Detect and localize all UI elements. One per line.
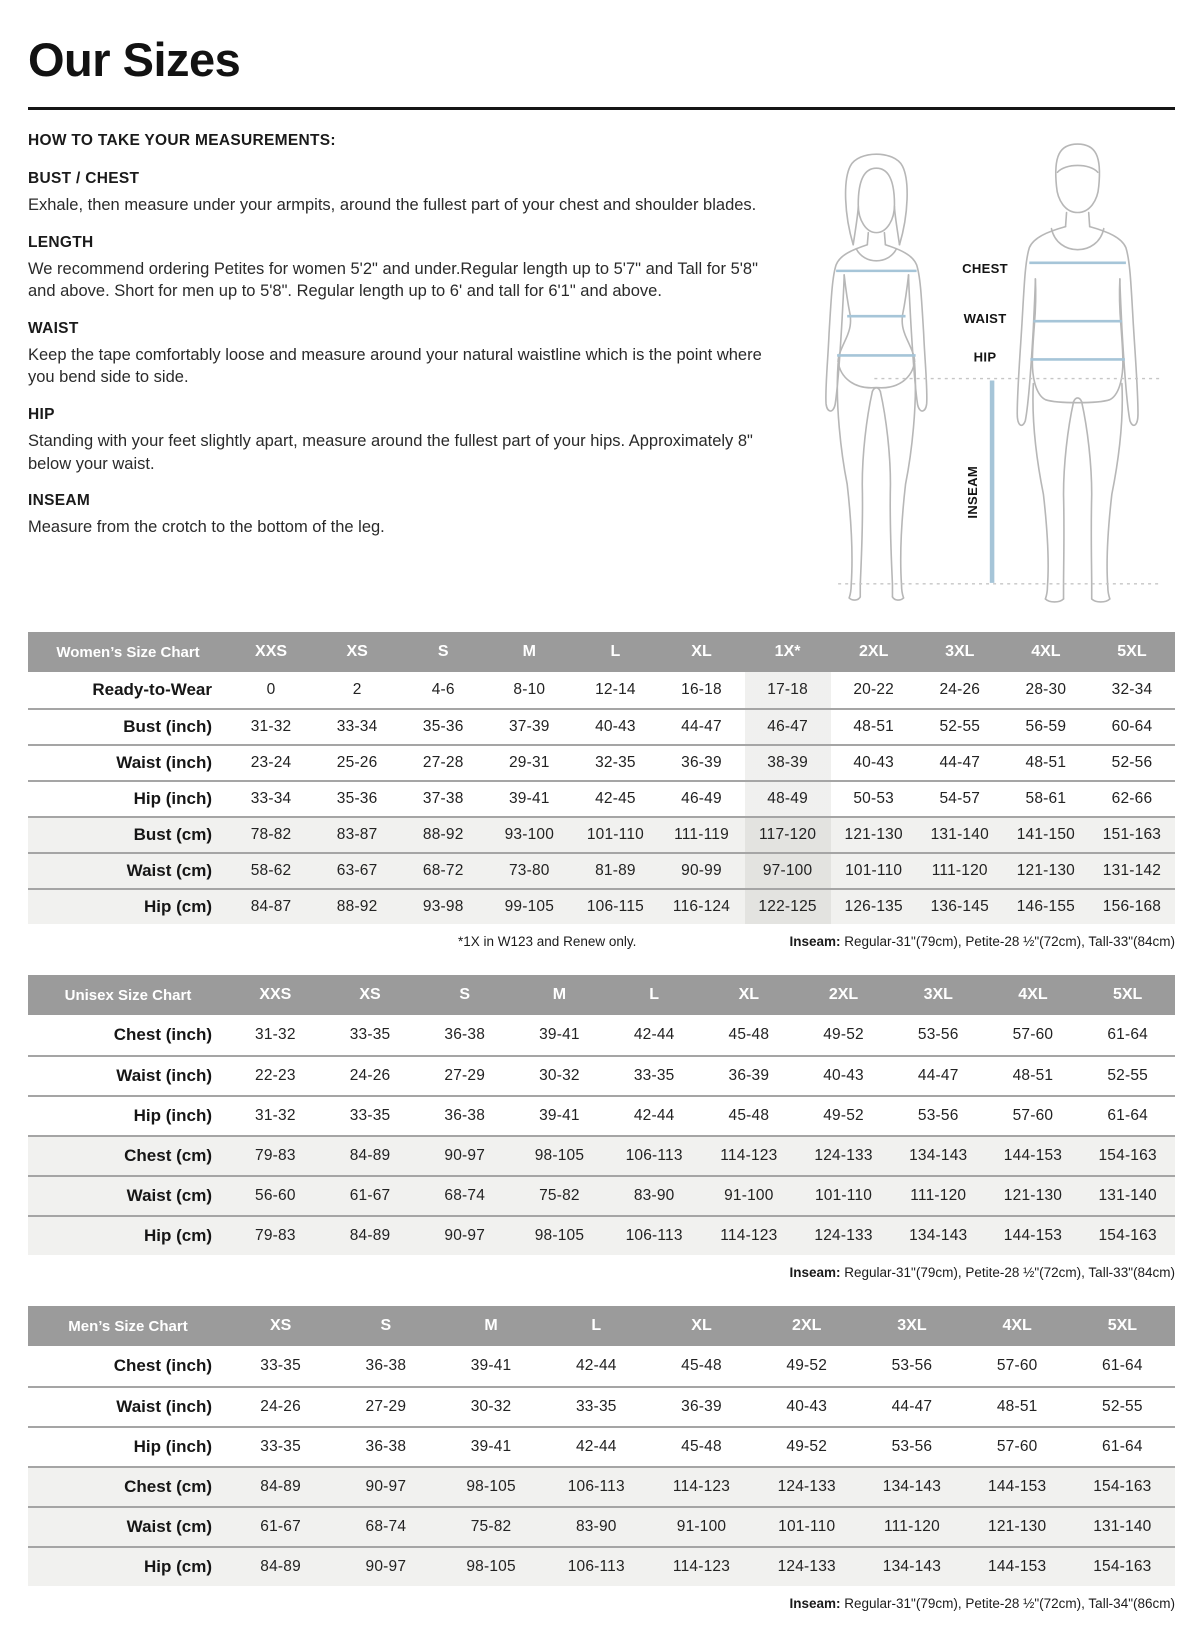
size-cell: 33-34 — [228, 780, 314, 816]
size-cell: 33-35 — [260, 1357, 301, 1374]
mens-size-chart — [28, 1306, 1175, 1586]
size-cell: 40-43 — [754, 1386, 859, 1426]
size-cell: 144-153 — [986, 1135, 1081, 1175]
size-cell: 42-44 — [607, 1095, 702, 1135]
size-cell: 42-44 — [633, 1026, 675, 1043]
womens-1x-footnote: *1X in W123 and Renew only. — [458, 934, 637, 949]
column-header: 1X* — [745, 632, 831, 672]
instruction-title: HIP — [28, 405, 55, 423]
column-header: XL — [658, 632, 744, 672]
column-header: 3XL — [891, 975, 986, 1015]
size-cell: 27-28 — [400, 744, 486, 780]
size-cell: 88-92 — [314, 888, 400, 924]
size-cell: 144-153 — [986, 1215, 1081, 1255]
column-header: XL — [649, 1306, 754, 1346]
row-label: Waist (inch) — [28, 1055, 228, 1095]
column-header: 3XL — [917, 632, 1003, 672]
size-cell: 30-32 — [512, 1055, 607, 1095]
size-cell: 83-90 — [607, 1175, 702, 1215]
size-cell: 93-98 — [400, 888, 486, 924]
row-label: Chest (cm) — [28, 1135, 228, 1175]
size-cell: 36-39 — [658, 744, 744, 780]
column-header: L — [572, 632, 658, 672]
size-cell: 30-32 — [438, 1386, 543, 1426]
size-cell: 42-45 — [572, 780, 658, 816]
size-cell: 22-23 — [228, 1055, 323, 1095]
column-header: 4XL — [986, 975, 1081, 1015]
size-cell: 46-47 — [745, 708, 831, 744]
size-cell: 39-41 — [486, 780, 572, 816]
size-cell: 48-49 — [745, 780, 831, 816]
size-cell: 31-32 — [228, 1095, 323, 1135]
size-cell: 114-123 — [649, 1466, 754, 1506]
size-cell: 36-39 — [649, 1386, 754, 1426]
size-cell: 121-130 — [831, 816, 917, 852]
row-label: Waist (cm) — [28, 1175, 228, 1215]
size-cell: 56-60 — [228, 1175, 323, 1215]
womens-size-chart — [28, 632, 1175, 924]
size-cell: 134-143 — [859, 1466, 964, 1506]
size-cell: 31-32 — [228, 708, 314, 744]
column-header: 4XL — [1003, 632, 1089, 672]
size-cell: 131-140 — [1070, 1506, 1175, 1546]
size-cell: 111-120 — [917, 852, 1003, 888]
size-cell: 53-56 — [917, 1026, 959, 1043]
size-cell: 44-47 — [859, 1386, 964, 1426]
size-cell: 101-110 — [796, 1175, 891, 1215]
size-cell: 134-143 — [891, 1215, 986, 1255]
column-header: 5XL — [1089, 632, 1175, 672]
row-label: Hip (inch) — [28, 780, 228, 816]
size-cell: 106-113 — [607, 1135, 702, 1175]
column-header: 2XL — [754, 1306, 859, 1346]
column-header: M — [486, 632, 572, 672]
size-cell: 131-142 — [1089, 852, 1175, 888]
size-cell: 33-35 — [323, 1095, 418, 1135]
size-cell: 75-82 — [438, 1506, 543, 1546]
size-cell: 151-163 — [1089, 816, 1175, 852]
column-header: 2XL — [831, 632, 917, 672]
size-cell: 20-22 — [853, 681, 894, 698]
row-label: Bust (inch) — [28, 708, 228, 744]
column-header: XS — [228, 1306, 333, 1346]
size-cell: 52-55 — [1080, 1055, 1175, 1095]
woman-figure — [826, 154, 927, 600]
size-cell: 154-163 — [1070, 1546, 1175, 1586]
column-header: 5XL — [1070, 1306, 1175, 1346]
unisex-chart-footnotes — [28, 1265, 1175, 1280]
size-cell: 49-52 — [786, 1357, 828, 1374]
size-cell: 2 — [352, 681, 362, 698]
column-header: XL — [701, 975, 796, 1015]
waist-label: WAIST — [963, 311, 1007, 327]
size-cell: 134-143 — [859, 1546, 964, 1586]
size-cell: 144-153 — [965, 1466, 1070, 1506]
size-cell: 40-43 — [796, 1055, 891, 1095]
size-cell: 33-34 — [314, 708, 400, 744]
size-cell: 44-47 — [917, 744, 1003, 780]
size-cell: 54-57 — [917, 780, 1003, 816]
size-cell: 121-130 — [965, 1506, 1070, 1546]
size-cell: 154-163 — [1080, 1215, 1175, 1255]
hip-label: HIP — [973, 349, 997, 365]
size-cell: 117-120 — [745, 816, 831, 852]
size-cell: 91-100 — [649, 1506, 754, 1546]
size-cell: 49-52 — [823, 1026, 864, 1043]
body-figures-illustration — [783, 132, 1175, 610]
size-cell: 57-60 — [1012, 1026, 1054, 1043]
row-label: Bust (cm) — [28, 816, 228, 852]
size-cell: 61-67 — [323, 1175, 418, 1215]
inseam-footnote-label: Inseam: — [789, 934, 841, 949]
size-cell: 79-83 — [228, 1135, 323, 1175]
size-cell: 101-110 — [831, 852, 917, 888]
size-cell: 68-74 — [417, 1175, 512, 1215]
measurement-instructions — [28, 132, 770, 610]
instruction-hip — [28, 406, 770, 475]
size-cell: 31-32 — [255, 1026, 296, 1043]
title-divider — [28, 107, 1175, 110]
column-header: L — [544, 1306, 649, 1346]
column-header: M — [512, 975, 607, 1015]
size-cell: 32-34 — [1111, 681, 1153, 698]
size-cell: 106-113 — [544, 1546, 649, 1586]
size-cell: 44-47 — [891, 1055, 986, 1095]
size-cell: 25-26 — [314, 744, 400, 780]
column-header: S — [400, 632, 486, 672]
size-cell: 126-135 — [831, 888, 917, 924]
size-cell: 114-123 — [701, 1135, 796, 1175]
size-cell: 75-82 — [512, 1175, 607, 1215]
size-cell: 58-62 — [228, 852, 314, 888]
size-cell: 90-97 — [333, 1466, 438, 1506]
size-cell: 40-43 — [572, 708, 658, 744]
size-cell: 131-140 — [917, 816, 1003, 852]
size-cell: 28-30 — [1025, 681, 1067, 698]
size-cell: 27-29 — [417, 1055, 512, 1095]
size-cell: 106-113 — [544, 1466, 649, 1506]
size-cell: 114-123 — [649, 1546, 754, 1586]
size-cell: 68-74 — [333, 1506, 438, 1546]
size-cell: 114-123 — [701, 1215, 796, 1255]
inseam-footnote-text: Regular-31"(79cm), Petite-28 ½"(72cm), Tall-33"(84cm) — [840, 934, 1175, 949]
size-cell: 146-155 — [1003, 888, 1089, 924]
size-cell: 106-113 — [607, 1215, 702, 1255]
size-cell: 52-55 — [1070, 1386, 1175, 1426]
size-cell: 84-89 — [323, 1135, 418, 1175]
size-cell: 93-100 — [486, 816, 572, 852]
size-cell: 90-97 — [333, 1546, 438, 1586]
size-cell: 39-41 — [512, 1095, 607, 1135]
table-title: Women’s Size Chart — [28, 632, 228, 672]
size-cell: 134-143 — [891, 1135, 986, 1175]
size-cell: 56-59 — [1003, 708, 1089, 744]
size-cell: 37-38 — [400, 780, 486, 816]
instruction-waist — [28, 320, 770, 389]
size-cell: 35-36 — [400, 708, 486, 744]
instructions-heading: HOW TO TAKE YOUR MEASUREMENTS: — [28, 132, 336, 149]
size-cell: 84-89 — [228, 1546, 333, 1586]
column-header: XS — [314, 632, 400, 672]
instruction-inseam — [28, 492, 770, 539]
size-cell: 12-14 — [595, 681, 636, 698]
size-cell: 111-119 — [658, 816, 744, 852]
size-cell: 49-52 — [754, 1426, 859, 1466]
size-cell: 106-115 — [572, 888, 658, 924]
size-cell: 36-38 — [333, 1426, 438, 1466]
row-label: Waist (cm) — [28, 852, 228, 888]
size-cell: 124-133 — [754, 1466, 859, 1506]
instruction-title: BUST / CHEST — [28, 170, 140, 187]
size-cell: 33-35 — [228, 1426, 333, 1466]
size-cell: 98-105 — [438, 1466, 543, 1506]
size-cell: 53-56 — [859, 1426, 964, 1466]
column-header: XXS — [228, 632, 314, 672]
instruction-title: LENGTH — [28, 233, 94, 251]
man-figure — [1017, 144, 1138, 602]
page-title: Our Sizes — [28, 33, 241, 86]
size-cell: 141-150 — [1003, 816, 1089, 852]
size-cell: 45-48 — [728, 1026, 770, 1043]
row-label: Hip (inch) — [28, 1426, 228, 1466]
size-cell: 48-51 — [965, 1386, 1070, 1426]
size-cell: 154-163 — [1070, 1466, 1175, 1506]
size-cell: 90-97 — [417, 1215, 512, 1255]
size-cell: 81-89 — [572, 852, 658, 888]
size-cell: 4-6 — [431, 681, 455, 698]
size-cell: 84-89 — [228, 1466, 333, 1506]
size-cell: 36-38 — [417, 1095, 512, 1135]
size-cell: 53-56 — [891, 1095, 986, 1135]
column-header: S — [417, 975, 512, 1015]
womens-chart-footnotes — [28, 934, 1175, 949]
instruction-bust-chest — [28, 170, 770, 217]
inseam-footnote-label: Inseam: — [789, 1596, 841, 1611]
size-cell: 98-105 — [438, 1546, 543, 1586]
size-cell: 35-36 — [314, 780, 400, 816]
size-cell: 33-35 — [607, 1055, 702, 1095]
size-cell: 60-64 — [1089, 708, 1175, 744]
size-cell: 45-48 — [681, 1357, 722, 1374]
size-cell: 83-87 — [314, 816, 400, 852]
size-cell: 78-82 — [228, 816, 314, 852]
size-cell: 101-110 — [572, 816, 658, 852]
size-cell: 121-130 — [1003, 852, 1089, 888]
size-cell: 88-92 — [400, 816, 486, 852]
size-cell: 122-125 — [745, 888, 831, 924]
size-cell: 48-51 — [1003, 744, 1089, 780]
size-cell: 79-83 — [228, 1215, 323, 1255]
instruction-title: INSEAM — [28, 492, 91, 510]
size-cell: 46-49 — [658, 780, 744, 816]
column-header: 4XL — [965, 1306, 1070, 1346]
size-cell: 57-60 — [996, 1357, 1038, 1374]
size-cell: 57-60 — [986, 1095, 1081, 1135]
size-cell: 116-124 — [658, 888, 744, 924]
column-header: XS — [323, 975, 418, 1015]
size-cell: 84-87 — [228, 888, 314, 924]
size-cell: 62-66 — [1089, 780, 1175, 816]
size-cell: 124-133 — [796, 1135, 891, 1175]
size-cell: 32-35 — [572, 744, 658, 780]
column-header: XXS — [228, 975, 323, 1015]
size-cell: 68-72 — [400, 852, 486, 888]
row-label: Waist (cm) — [28, 1506, 228, 1546]
size-cell: 98-105 — [512, 1135, 607, 1175]
inseam-label: INSEAM — [964, 465, 980, 519]
row-label: Chest (inch) — [113, 1356, 212, 1375]
size-cell: 156-168 — [1089, 888, 1175, 924]
size-cell: 61-67 — [228, 1506, 333, 1546]
instruction-body: Standing with your feet slightly apart, measure around the fullest part of your hips. Approximately 8" below your waist. — [28, 431, 753, 473]
size-cell: 58-61 — [1003, 780, 1089, 816]
instruction-body: Keep the tape comfortably loose and measure around your natural waistline which is the point where you bend side to side. — [28, 345, 762, 387]
inseam-footnote-text: Regular-31"(79cm), Petite-28 ½"(72cm), Tall-33"(84cm) — [840, 1265, 1175, 1280]
unisex-inseam-footnote — [789, 1265, 1175, 1280]
size-cell: 8-10 — [513, 681, 546, 698]
row-label: Waist (inch) — [28, 744, 228, 780]
size-cell: 136-145 — [917, 888, 1003, 924]
size-cell: 45-48 — [701, 1095, 796, 1135]
size-cell: 29-31 — [486, 744, 572, 780]
size-cell: 84-89 — [323, 1215, 418, 1255]
row-label: Chest (inch) — [113, 1025, 212, 1044]
size-cell: 44-47 — [658, 708, 744, 744]
size-cell: 91-100 — [701, 1175, 796, 1215]
size-cell: 38-39 — [745, 744, 831, 780]
column-header: S — [333, 1306, 438, 1346]
mens-inseam-footnote — [789, 1596, 1175, 1611]
size-cell: 124-133 — [796, 1215, 891, 1255]
size-cell: 42-44 — [544, 1426, 649, 1466]
table-title: Men’s Size Chart — [28, 1306, 228, 1346]
size-cell: 36-38 — [444, 1026, 486, 1043]
size-cell: 61-64 — [1107, 1026, 1148, 1043]
instruction-title: WAIST — [28, 319, 79, 337]
size-cell: 52-55 — [917, 708, 1003, 744]
size-cell: 27-29 — [333, 1386, 438, 1426]
size-cell: 48-51 — [831, 708, 917, 744]
mens-chart-footnotes — [28, 1596, 1175, 1611]
size-cell: 33-35 — [544, 1386, 649, 1426]
size-cell: 36-38 — [365, 1357, 407, 1374]
size-cell: 111-120 — [891, 1175, 986, 1215]
size-cell: 57-60 — [965, 1426, 1070, 1466]
size-cell: 17-18 — [745, 672, 831, 708]
column-header: 5XL — [1080, 975, 1175, 1015]
measurement-guide-section — [28, 132, 1175, 610]
size-cell: 16-18 — [681, 681, 722, 698]
table-title: Unisex Size Chart — [28, 975, 228, 1015]
size-cell: 90-99 — [658, 852, 744, 888]
size-cell: 50-53 — [831, 780, 917, 816]
size-cell: 23-24 — [228, 744, 314, 780]
size-cell: 33-35 — [349, 1026, 391, 1043]
column-header: M — [438, 1306, 543, 1346]
inseam-footnote-label: Inseam: — [789, 1265, 841, 1280]
chest-label: CHEST — [962, 260, 1008, 276]
size-cell: 61-64 — [1070, 1426, 1175, 1466]
size-cell: 73-80 — [486, 852, 572, 888]
row-label: Waist (inch) — [28, 1386, 228, 1426]
row-label: Hip (cm) — [28, 1546, 228, 1586]
size-cell: 37-39 — [486, 708, 572, 744]
size-cell: 53-56 — [891, 1357, 933, 1374]
size-cell: 45-48 — [649, 1426, 754, 1466]
unisex-size-chart — [28, 975, 1175, 1255]
size-cell: 36-39 — [701, 1055, 796, 1095]
row-label: Hip (inch) — [28, 1095, 228, 1135]
size-cell: 121-130 — [986, 1175, 1081, 1215]
size-cell: 42-44 — [575, 1357, 617, 1374]
size-cell: 48-51 — [986, 1055, 1081, 1095]
size-cell: 144-153 — [965, 1546, 1070, 1586]
size-cell: 39-41 — [470, 1357, 512, 1374]
size-cell: 83-90 — [544, 1506, 649, 1546]
size-cell: 90-97 — [417, 1135, 512, 1175]
size-cell: 99-105 — [486, 888, 572, 924]
size-cell: 63-67 — [314, 852, 400, 888]
size-cell: 124-133 — [754, 1546, 859, 1586]
size-cell: 24-26 — [323, 1055, 418, 1095]
row-label: Hip (cm) — [28, 1215, 228, 1255]
column-header: 3XL — [859, 1306, 964, 1346]
instruction-body: Exhale, then measure under your armpits, around the fullest part of your chest and shoulder blades. — [28, 196, 757, 214]
size-cell: 111-120 — [859, 1506, 964, 1546]
size-cell: 24-26 — [228, 1386, 333, 1426]
column-header: L — [607, 975, 702, 1015]
row-label: Chest (cm) — [28, 1466, 228, 1506]
size-cell: 49-52 — [796, 1095, 891, 1135]
row-label: Hip (cm) — [28, 888, 228, 924]
size-cell: 97-100 — [745, 852, 831, 888]
size-cell: 131-140 — [1080, 1175, 1175, 1215]
instruction-body: Measure from the crotch to the bottom of the leg. — [28, 518, 385, 537]
instruction-body: We recommend ordering Petites for women 5'2" and under.Regular length up to 5'7" and Tall for 5'8" and above. Short for men up to 5'8". Regular length up to 6' and tall for 6'1" and above. — [28, 259, 758, 301]
size-cell: 61-64 — [1102, 1357, 1143, 1374]
inseam-footnote-text: Regular-31"(79cm), Petite-28 ½"(72cm), Tall-34"(86cm) — [840, 1596, 1175, 1611]
size-cell: 98-105 — [512, 1215, 607, 1255]
womens-inseam-footnote — [789, 934, 1175, 949]
size-cell: 39-41 — [539, 1026, 580, 1043]
column-header: 2XL — [796, 975, 891, 1015]
size-cell: 61-64 — [1080, 1095, 1175, 1135]
row-label: Ready-to-Wear — [92, 680, 212, 699]
size-cell: 52-56 — [1089, 744, 1175, 780]
measurement-diagram — [783, 132, 1175, 610]
size-cell: 39-41 — [438, 1426, 543, 1466]
instruction-length — [28, 234, 770, 303]
size-cell: 0 — [266, 681, 276, 698]
size-cell: 154-163 — [1080, 1135, 1175, 1175]
size-cell: 40-43 — [831, 744, 917, 780]
size-cell: 101-110 — [754, 1506, 859, 1546]
dashed-guides — [838, 379, 1160, 584]
size-cell: 24-26 — [939, 681, 981, 698]
